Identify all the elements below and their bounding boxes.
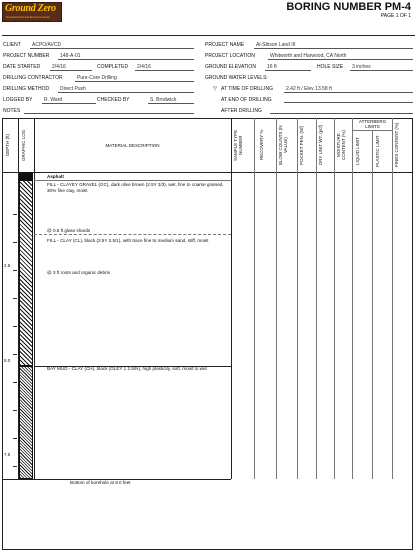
depth-tick	[13, 354, 17, 355]
drilling-contractor-label: DRILLING CONTRACTOR	[3, 75, 63, 81]
depth-tick	[13, 326, 17, 327]
client-value: ACPO/AVCD	[30, 42, 194, 49]
col-sample-type: SAMPLE TYPE NUMBER	[233, 129, 243, 161]
drilling-method-value: Direct Push	[58, 86, 194, 93]
atterberg-rule	[352, 130, 392, 131]
layer-boundary	[34, 180, 231, 181]
col-divider	[231, 118, 232, 479]
project-name-label: PROJECT NAME	[205, 42, 245, 48]
ground-elevation-value: 16 ft	[265, 64, 311, 71]
hole-size-label: HOLE SIZE	[317, 64, 344, 70]
depth-tick	[13, 270, 17, 271]
col-divider	[392, 118, 393, 479]
at-time-of-drilling-value: 2.42 ft / Elev 13.58 ft	[284, 86, 413, 93]
depth-label: 5.0	[4, 358, 11, 363]
col-divider	[276, 118, 277, 479]
fill-graphic	[19, 180, 33, 366]
col-plastic-limit: PLASTIC LIMIT	[375, 135, 380, 167]
depth-tick	[13, 438, 17, 439]
client-label: CLIENT	[3, 42, 21, 48]
after-drilling-label: AFTER DRILLING	[221, 108, 262, 114]
drilling-method-label: DRILLING METHOD	[3, 86, 50, 92]
desc-bay-mud: BAY MUD - CLAY (CH), black (GLEY 1 2.5/N), high plasticity, soft, moist to wet	[47, 366, 207, 371]
depth-label: 2.5	[4, 263, 11, 268]
notes-label: NOTES	[3, 108, 21, 114]
desc-bottom: Bottom of borehole at 8.0 feet	[70, 480, 131, 485]
depth-tick	[13, 466, 17, 467]
date-started-label: DATE STARTED	[3, 64, 41, 70]
depth-tick	[13, 298, 17, 299]
col-divider	[254, 118, 255, 479]
col-divider	[352, 118, 353, 479]
date-started-value: 2/4/16	[50, 64, 92, 71]
layer-boundary	[34, 234, 231, 235]
checked-by-label: CHECKED BY	[97, 97, 130, 103]
page-number: PAGE 1 OF 1	[380, 13, 411, 19]
drilling-contractor-value: Pure-Core Drilling	[75, 75, 194, 82]
project-location-label: PROJECT LOCATION	[205, 53, 255, 59]
col-material-description: MATERIAL DESCRIPTION	[105, 143, 160, 148]
page-title: BORING NUMBER PM-4	[286, 1, 411, 13]
col-graphic-log: GRAPHIC LOG	[21, 129, 26, 161]
depth-tick	[13, 242, 17, 243]
at-end-of-drilling-value	[284, 97, 413, 103]
project-location-value: Whitworth and Harwood, CA North	[268, 53, 413, 60]
after-drilling-value	[270, 108, 413, 114]
logged-by-label: LOGGED BY	[3, 97, 33, 103]
col-divider	[372, 130, 373, 479]
desc-fill-gravel: FILL - CLAYEY GRAVEL (GC), dark olive brown (2.5Y 3/3), wet, fine to coarse grained, 30% fine clay, moist	[47, 182, 224, 193]
asphalt-graphic	[19, 172, 33, 180]
ground-water-levels-label: GROUND WATER LEVELS:	[205, 75, 268, 81]
bay-mud-graphic	[19, 366, 33, 479]
project-number-value: 148-A-01	[58, 53, 194, 60]
col-dry-unit-wt: DRY UNIT WT. (pcf)	[318, 124, 323, 166]
col-pocket-pen: POCKET PEN. (tsf)	[299, 125, 304, 165]
project-number-label: PROJECT NUMBER	[3, 53, 50, 59]
depth-tick	[13, 214, 17, 215]
logo-tagline: Geotechnical and Environmental	[6, 15, 50, 19]
desc-glass-note: @ 0.5 ft glass shards	[47, 228, 91, 233]
col-divider	[34, 118, 35, 479]
col-divider	[316, 118, 317, 479]
ground-elevation-label: GROUND ELEVATION	[205, 64, 256, 70]
logo-text: Ground Zero	[5, 3, 56, 14]
notes-value	[24, 108, 194, 114]
checked-by-value: S. Brodwick	[148, 97, 194, 104]
depth-tick	[13, 410, 17, 411]
col-depth: DEPTH (ft)	[5, 134, 10, 156]
hole-size-value: 3 inches	[350, 64, 413, 71]
col-divider	[297, 118, 298, 479]
company-logo	[2, 2, 62, 22]
at-time-of-drilling-label: AT TIME OF DRILLING	[221, 86, 273, 92]
at-end-of-drilling-label: AT END OF DRILLING	[221, 97, 272, 103]
completed-label: COMPLETED	[97, 64, 129, 70]
completed-value: 2/4/16	[135, 64, 194, 71]
col-recovery: RECOVERY %	[259, 129, 264, 161]
col-fines-content: FINES CONTENT (%)	[394, 122, 399, 168]
desc-roots-note: @ 3 ft roots and organic debris	[47, 270, 110, 275]
depth-tick	[13, 382, 17, 383]
depth-label: 7.5	[4, 452, 11, 457]
header-rule	[2, 35, 415, 36]
desc-fill-clay: FILL - CLAY (CL), black (2.5Y 2.5/1), with trace fine to medium sand, stiff, moist	[47, 238, 209, 243]
desc-asphalt: Asphalt	[47, 174, 64, 179]
col-moisture-content: MOISTURE CONTENT (%)	[336, 130, 346, 160]
col-atterberg-limits: ATTERBERG LIMITS	[358, 119, 387, 129]
water-level-icon: ▽	[213, 86, 217, 92]
logged-by-value: R. Ward	[42, 97, 96, 104]
col-blow-counts: BLOW COUNTS (N VALUE)	[278, 125, 288, 165]
col-divider	[334, 118, 335, 479]
col-liquid-limit: LIQUID LIMIT	[355, 137, 360, 165]
project-name-value: Al-Sibson Land III	[254, 42, 413, 49]
